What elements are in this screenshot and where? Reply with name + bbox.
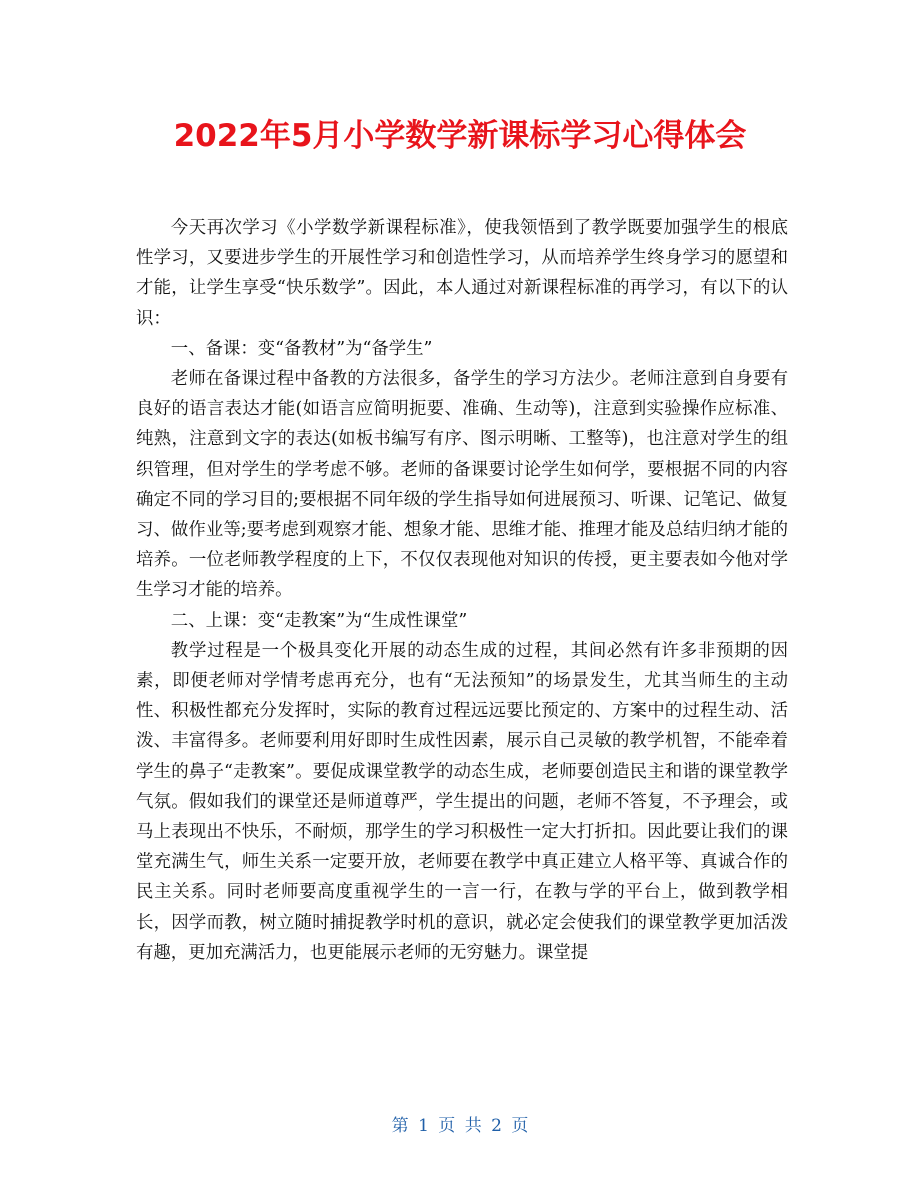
document-title: 2022年5月小学数学新课标学习心得体会 — [173, 118, 747, 154]
class-paragraph: 教学过程是一个极具变化开展的动态生成的过程，其间必然有许多非预期的因素，即便老师对学情考虑再充分，也有“无法预知”的场景发生，尤其当师生的主动性、积极性都充分发挥时，实际的教育过程远远要比预定的、方案中的过程生动、活泼、丰富得多。老师要利用好即时生成性因素，展示自己灵敏的教学机智，不能牵着学生的鼻子“走教案”。要促成课堂教学的动态生成，老师要创造民主和谐的课堂教学气氛。假如我们的课堂还是师道尊严，学生提出的问题，老师不答复，不予理会，或马上表现出不快乐，不耐烦，那学生的学习积极性一定大打折扣。因此要让我们的课堂充满生气，师生关系一定要开放，老师要在教学中真正建立人格平等、真诚合作的民主关系。同时老师要高度重视学生的一言一行，在教与学的平台上，做到教学相长，因学而教，树立随时捕捉教学时机的意识，就必定会使我们的课堂教学更加活泼有趣，更加充满活力，也更能展示老师的无穷魅力。课堂提 — [136, 640, 788, 963]
section-heading-class: 二、上课：变“走教案”为“生成性课堂” — [170, 610, 468, 631]
lesson-prep-paragraph: 老师在备课过程中备教的方法很多，备学生的学习方法少。老师注意到自身要有良好的语言表达才能(如语言应简明扼要、准确、生动等)，注意到实验操作应标准、纯熟，注意到文字的表达(如板书编写有序、图示明晰、工整等)，也注意对学生的组织管理，但对学生的学考虑不够。老师的备课要讨论学生如何学，要根据不同的内容确定不同的学习目的;要根据不同年级的学生指导如何进展预习、听课、记笔记、做复习、做作业等;要考虑到观察才能、想象才能、思维才能、推理才能及总结归纳才能的培养。一位老师教学程度的上下，不仅仅表现他对知识的传授，更主要表如今他对学生学习才能的培养。 — [136, 369, 788, 601]
document-body — [136, 213, 788, 968]
page-indicator: 第 1 页 共 2 页 — [391, 1116, 529, 1136]
section-heading-lesson-prep: 一、备课：变“备教材”为“备学生” — [170, 338, 433, 359]
intro-paragraph: 今天再次学习《小学数学新课程标准》，使我领悟到了教学既要加强学生的根底性学习，又要进步学生的开展性学习和创造性学习，从而培养学生终身学习的愿望和才能，让学生享受“快乐数学”。因此，本人通过对新课程标准的再学习，有以下的认识： — [136, 218, 788, 329]
